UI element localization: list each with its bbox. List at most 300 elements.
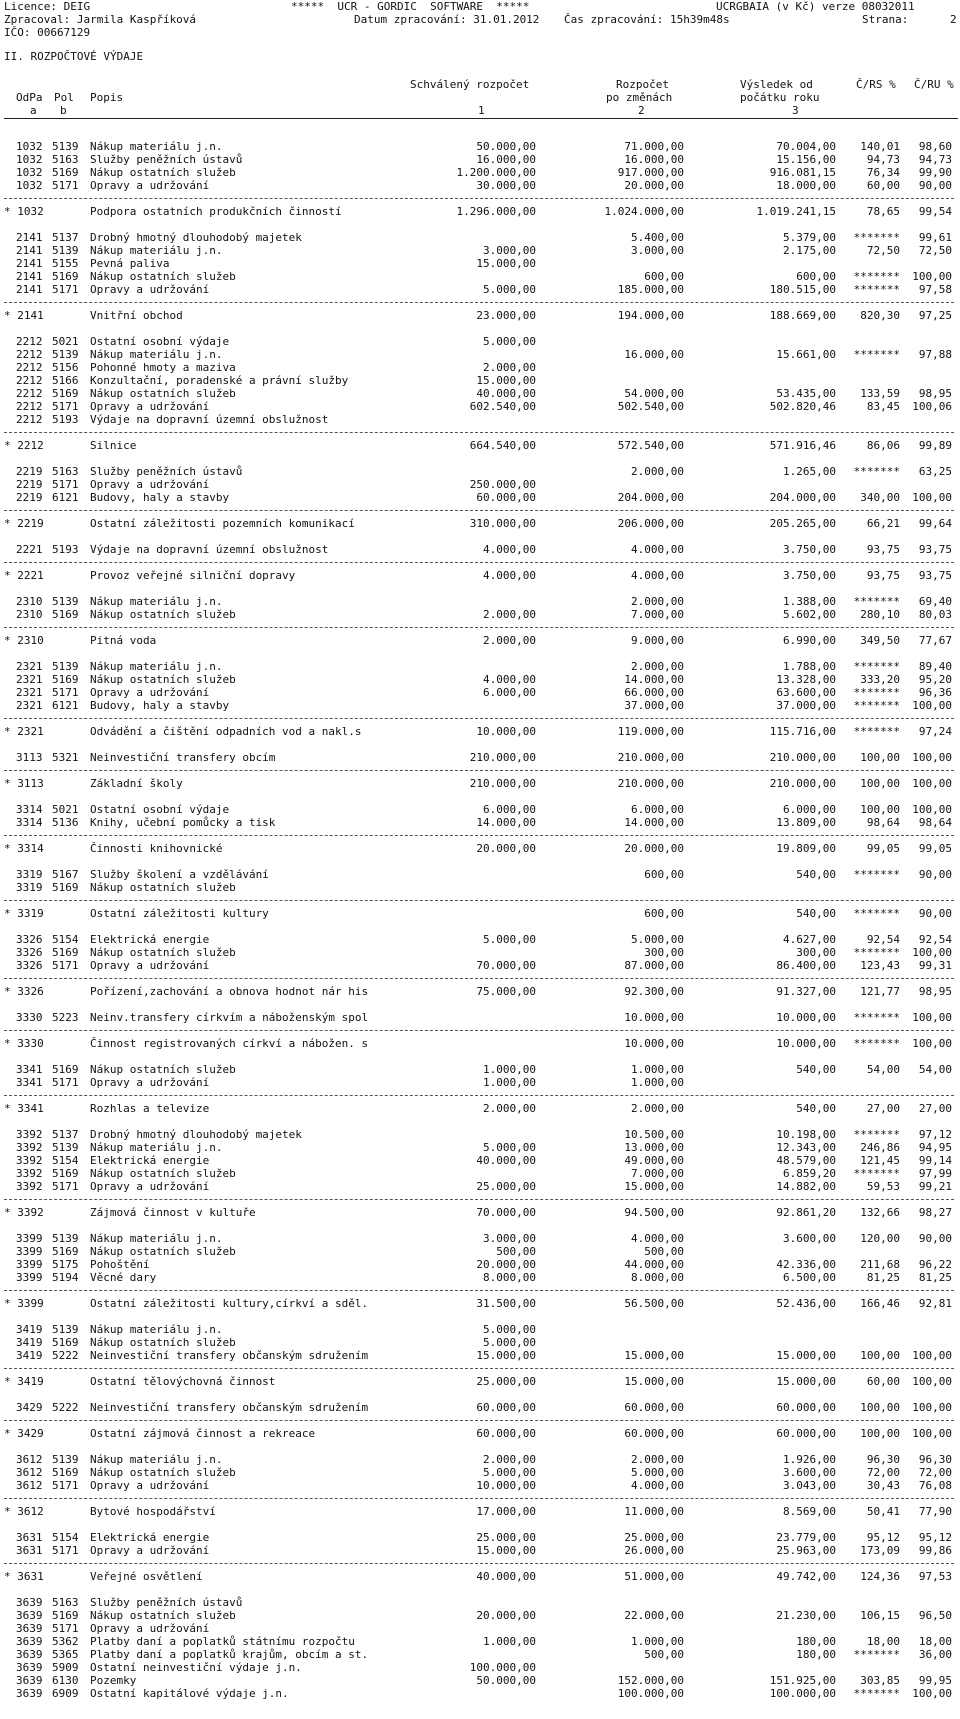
- rozpocet-cell: 13.000,00: [624, 1141, 684, 1154]
- odpa-cell: 3639: [16, 1622, 43, 1635]
- total-rs-cell: 166,46: [860, 1297, 900, 1310]
- popis-cell: Nákup ostatních služeb: [90, 387, 236, 400]
- total-odpa-cell: * 3612: [4, 1505, 44, 1518]
- rs-cell: *******: [853, 465, 900, 478]
- total-popis-cell: Vnitřní obchod: [90, 309, 183, 322]
- col-vysledek: Výsledek od: [740, 78, 813, 91]
- dashed-separator: [0, 829, 960, 842]
- schvaleny-cell: 60.000,00: [476, 1401, 536, 1414]
- schvaleny-cell: 1.000,00: [483, 1635, 536, 1648]
- vysledek-cell: 60.000,00: [776, 1401, 836, 1414]
- schvaleny-cell: 40.000,00: [476, 387, 536, 400]
- table-row: [0, 608, 960, 621]
- pol-cell: 5163: [52, 1596, 79, 1609]
- rs-cell: *******: [853, 686, 900, 699]
- header-line-2: [4, 13, 956, 26]
- odpa-cell: 2141: [16, 270, 43, 283]
- table-row: [0, 1180, 960, 1193]
- rs-cell: 83,45: [866, 400, 900, 413]
- ru-cell: 90,00: [918, 179, 952, 192]
- table-row: [0, 816, 960, 829]
- rs-cell: 72,50: [866, 244, 900, 257]
- pol-cell: 5171: [52, 1479, 79, 1492]
- dashed-separator: [0, 1089, 960, 1102]
- col-rozpocet-2: po změnách: [606, 91, 673, 104]
- vysledek-cell: 1.788,00: [783, 660, 836, 673]
- total-vysledek-cell: 210.000,00: [769, 777, 836, 790]
- dashed-separator: [0, 556, 960, 569]
- ru-cell: 80,03: [918, 608, 952, 621]
- pol-cell: 5139: [52, 1232, 79, 1245]
- pol-cell: 5154: [52, 1154, 79, 1167]
- odpa-cell: 2141: [16, 231, 43, 244]
- popis-cell: Platby daní a poplatků krajům, obcím a st.: [90, 1648, 369, 1661]
- ru-cell: 99,95: [918, 1674, 952, 1687]
- total-rs-cell: 99,05: [866, 842, 900, 855]
- odpa-cell: 3392: [16, 1180, 43, 1193]
- popis-cell: Neinvestiční transfery občanským sdružením: [90, 1349, 369, 1362]
- table-row: [0, 1622, 960, 1635]
- pol-cell: 6121: [52, 491, 79, 504]
- total-rozpocet-cell: 119.000,00: [617, 725, 684, 738]
- schvaleny-cell: 8.000,00: [483, 1271, 536, 1284]
- rozpocet-cell: 1.000,00: [631, 1635, 684, 1648]
- rozpocet-cell: 185.000,00: [617, 283, 684, 296]
- total-rs-cell: 121,77: [860, 985, 900, 998]
- vysledek-cell: 180.515,00: [769, 283, 836, 296]
- total-ru-cell: 100,00: [912, 777, 952, 790]
- table-row: [0, 1258, 960, 1271]
- pol-cell: 5021: [52, 803, 79, 816]
- table-row: [0, 1154, 960, 1167]
- table-row: [0, 959, 960, 972]
- vysledek-cell: 3.600,00: [783, 1466, 836, 1479]
- rozpocet-cell: 2.000,00: [631, 660, 684, 673]
- total-rs-cell: *******: [853, 907, 900, 920]
- rozpocet-cell: 44.000,00: [624, 1258, 684, 1271]
- col-rozpocet: Rozpočet: [616, 78, 669, 91]
- software-name: ***** UCR - GORDIC SOFTWARE *****: [291, 0, 530, 13]
- col-schvaleny: Schválený rozpočet: [410, 78, 530, 91]
- table-row: [0, 1687, 960, 1700]
- total-vysledek-cell: 10.000,00: [776, 1037, 836, 1050]
- schvaleny-cell: 20.000,00: [476, 1609, 536, 1622]
- total-vysledek-cell: 188.669,00: [769, 309, 836, 322]
- processed-by: Zpracoval: Jarmila Kaspříková: [4, 13, 197, 26]
- popis-cell: Neinvestiční transfery občanským sdružením: [90, 1401, 369, 1414]
- vysledek-cell: 502.820,46: [769, 400, 836, 413]
- popis-cell: Pevná paliva: [90, 257, 170, 270]
- ru-cell: 98,95: [918, 387, 952, 400]
- processed-time: Čas zpracování: 15h39m48s: [564, 13, 730, 26]
- total-rozpocet-cell: 10.000,00: [624, 1037, 684, 1050]
- total-rs-cell: 93,75: [866, 569, 900, 582]
- table-row: [0, 868, 960, 881]
- total-schvaleny-cell: 210.000,00: [469, 777, 536, 790]
- popis-cell: Opravy a udržování: [90, 478, 210, 491]
- total-row: [0, 985, 960, 998]
- popis-cell: Pohonné hmoty a maziva: [90, 361, 236, 374]
- row-spacer: [0, 738, 960, 751]
- vysledek-cell: 916.081,15: [769, 166, 836, 179]
- ru-cell: 100,00: [912, 491, 952, 504]
- odpa-cell: 3639: [16, 1596, 43, 1609]
- rs-cell: 246,86: [860, 1141, 900, 1154]
- total-rs-cell: 124,36: [860, 1570, 900, 1583]
- odpa-cell: 2141: [16, 257, 43, 270]
- table-row: [0, 660, 960, 673]
- dashed-separator: [0, 712, 960, 725]
- total-rozpocet-cell: 9.000,00: [631, 634, 684, 647]
- odpa-cell: 3631: [16, 1531, 43, 1544]
- pol-cell: 5171: [52, 283, 79, 296]
- odpa-cell: 3326: [16, 946, 43, 959]
- popis-cell: Elektrická energie: [90, 1154, 210, 1167]
- total-rozpocet-cell: 2.000,00: [631, 1102, 684, 1115]
- odpa-cell: 2219: [16, 491, 43, 504]
- popis-cell: Opravy a udržování: [90, 959, 210, 972]
- rozpocet-cell: 71.000,00: [624, 140, 684, 153]
- odpa-cell: 3326: [16, 933, 43, 946]
- vysledek-cell: 180,00: [796, 1635, 836, 1648]
- popis-cell: Platby daní a poplatků státnímu rozpočtu: [90, 1635, 355, 1648]
- total-ru-cell: 98,27: [918, 1206, 952, 1219]
- rs-cell: *******: [853, 231, 900, 244]
- total-row: [0, 205, 960, 218]
- total-rozpocet-cell: 194.000,00: [617, 309, 684, 322]
- row-spacer: [0, 1440, 960, 1453]
- rs-cell: 60,00: [866, 179, 900, 192]
- schvaleny-cell: 6.000,00: [483, 803, 536, 816]
- total-schvaleny-cell: 31.500,00: [476, 1297, 536, 1310]
- schvaleny-cell: 60.000,00: [476, 491, 536, 504]
- popis-cell: Nákup ostatních služeb: [90, 166, 236, 179]
- pol-cell: 5139: [52, 140, 79, 153]
- total-popis-cell: Činnost registrovaných církví a nábožen. s: [90, 1037, 369, 1050]
- popis-cell: Nákup materiálu j.n.: [90, 1323, 223, 1336]
- total-vysledek-cell: 540,00: [796, 1102, 836, 1115]
- total-ru-cell: 97,24: [918, 725, 952, 738]
- odpa-cell: 3612: [16, 1453, 43, 1466]
- popis-cell: Budovy, haly a stavby: [90, 699, 230, 712]
- pol-cell: 5136: [52, 816, 79, 829]
- rs-cell: 54,00: [866, 1063, 900, 1076]
- total-odpa-cell: * 1032: [4, 205, 44, 218]
- rs-cell: 211,68: [860, 1258, 900, 1271]
- ru-cell: 96,30: [918, 1453, 952, 1466]
- table-row: [0, 699, 960, 712]
- rs-cell: 81,25: [866, 1271, 900, 1284]
- schvaleny-cell: 1.200.000,00: [456, 166, 536, 179]
- rozpocet-cell: 917.000,00: [617, 166, 684, 179]
- dashed-separator: [0, 1024, 960, 1037]
- total-schvaleny-cell: 75.000,00: [476, 985, 536, 998]
- dashed-separator: [0, 1492, 960, 1505]
- table-row: [0, 1401, 960, 1414]
- rs-cell: *******: [853, 1011, 900, 1024]
- col-odpa: OdPa: [16, 91, 43, 104]
- popis-cell: Nákup ostatních služeb: [90, 1167, 236, 1180]
- pol-cell: 6130: [52, 1674, 79, 1687]
- ru-cell: 99,61: [918, 231, 952, 244]
- table-row: [0, 1479, 960, 1492]
- popis-cell: Nákup materiálu j.n.: [90, 348, 223, 361]
- pol-cell: 5169: [52, 387, 79, 400]
- total-odpa-cell: * 2221: [4, 569, 44, 582]
- schvaleny-cell: 25.000,00: [476, 1531, 536, 1544]
- total-ru-cell: 97,25: [918, 309, 952, 322]
- rozpocet-cell: 54.000,00: [624, 387, 684, 400]
- rs-cell: *******: [853, 1167, 900, 1180]
- popis-cell: Služby peněžních ústavů: [90, 465, 243, 478]
- total-odpa-cell: * 3113: [4, 777, 44, 790]
- rozpocet-cell: 2.000,00: [631, 465, 684, 478]
- rs-cell: 140,01: [860, 140, 900, 153]
- rs-cell: 92,54: [866, 933, 900, 946]
- total-odpa-cell: * 2141: [4, 309, 44, 322]
- total-popis-cell: Ostatní tělovýchovná činnost: [90, 1375, 276, 1388]
- total-rs-cell: 349,50: [860, 634, 900, 647]
- pol-cell: 5171: [52, 400, 79, 413]
- ru-cell: 95,12: [918, 1531, 952, 1544]
- schvaleny-cell: 5.000,00: [483, 1323, 536, 1336]
- total-row: [0, 1505, 960, 1518]
- total-odpa-cell: * 3419: [4, 1375, 44, 1388]
- popis-cell: Výdaje na dopravní územní obslužnost: [90, 543, 329, 556]
- popis-cell: Nákup ostatních služeb: [90, 673, 236, 686]
- popis-cell: Nákup ostatních služeb: [90, 1336, 236, 1349]
- total-ru-cell: 99,64: [918, 517, 952, 530]
- vysledek-cell: 540,00: [796, 868, 836, 881]
- rs-cell: 100,00: [860, 1401, 900, 1414]
- popis-cell: Opravy a udržování: [90, 1180, 210, 1193]
- ru-cell: 100,00: [912, 270, 952, 283]
- rozpocet-cell: 204.000,00: [617, 491, 684, 504]
- odpa-cell: 3639: [16, 1635, 43, 1648]
- row-spacer: [0, 647, 960, 660]
- ru-cell: 99,31: [918, 959, 952, 972]
- dashed-separator: [0, 1414, 960, 1427]
- dashed-separator: [0, 1557, 960, 1570]
- dashed-separator: [0, 1193, 960, 1206]
- row-spacer: [0, 790, 960, 803]
- rozpocet-cell: 20.000,00: [624, 179, 684, 192]
- popis-cell: Neinv.transfery církvím a náboženským spol: [90, 1011, 369, 1024]
- rs-cell: *******: [853, 660, 900, 673]
- odpa-cell: 3639: [16, 1609, 43, 1622]
- table-row: [0, 1453, 960, 1466]
- odpa-cell: 2212: [16, 374, 43, 387]
- vysledek-cell: 48.579,00: [776, 1154, 836, 1167]
- total-odpa-cell: * 3341: [4, 1102, 44, 1115]
- pol-cell: 5222: [52, 1349, 79, 1362]
- odpa-cell: 3639: [16, 1661, 43, 1674]
- total-odpa-cell: * 3330: [4, 1037, 44, 1050]
- popis-cell: Služby peněžních ústavů: [90, 1596, 243, 1609]
- odpa-cell: 2310: [16, 608, 43, 621]
- popis-cell: Opravy a udržování: [90, 179, 210, 192]
- rs-cell: 100,00: [860, 751, 900, 764]
- schvaleny-cell: 5.000,00: [483, 1466, 536, 1479]
- rs-cell: *******: [853, 868, 900, 881]
- schvaleny-cell: 10.000,00: [476, 1479, 536, 1492]
- rozpocet-cell: 49.000,00: [624, 1154, 684, 1167]
- total-odpa-cell: * 3314: [4, 842, 44, 855]
- pol-cell: 5155: [52, 257, 79, 270]
- vysledek-cell: 1.265,00: [783, 465, 836, 478]
- total-vysledek-cell: 8.569,00: [783, 1505, 836, 1518]
- col-vysledek-2: počátku roku: [740, 91, 820, 104]
- total-row: [0, 1570, 960, 1583]
- total-rs-cell: 66,21: [866, 517, 900, 530]
- total-popis-cell: Odvádění a čištění odpadních vod a nakl.s: [90, 725, 362, 738]
- ru-cell: 90,00: [918, 868, 952, 881]
- rs-cell: 94,73: [866, 153, 900, 166]
- dashed-separator: [0, 894, 960, 907]
- odpa-cell: 2141: [16, 244, 43, 257]
- total-popis-cell: Pořízení,zachování a obnova hodnot nár his: [90, 985, 369, 998]
- total-schvaleny-cell: 70.000,00: [476, 1206, 536, 1219]
- processed-date: Datum zpracování: 31.01.2012: [354, 13, 540, 26]
- rs-cell: 18,00: [866, 1635, 900, 1648]
- rozpocet-cell: 500,00: [644, 1648, 684, 1661]
- rozpocet-cell: 210.000,00: [617, 751, 684, 764]
- pol-cell: 5139: [52, 1453, 79, 1466]
- total-popis-cell: Ostatní záležitosti kultury,církví a sděl.: [90, 1297, 369, 1310]
- schvaleny-cell: 2.000,00: [483, 608, 536, 621]
- total-schvaleny-cell: 4.000,00: [483, 569, 536, 582]
- total-row: [0, 907, 960, 920]
- schvaleny-cell: 14.000,00: [476, 816, 536, 829]
- pol-cell: 6909: [52, 1687, 79, 1700]
- schvaleny-cell: 50.000,00: [476, 1674, 536, 1687]
- dashed-separator: [0, 972, 960, 985]
- pol-cell: 5021: [52, 335, 79, 348]
- table-row: [0, 751, 960, 764]
- page-label: Strana:: [862, 13, 909, 26]
- schvaleny-cell: 15.000,00: [476, 374, 536, 387]
- ru-cell: 100,00: [912, 699, 952, 712]
- table-row: [0, 387, 960, 400]
- dashed-separator: [0, 192, 960, 205]
- ru-cell: 100,00: [912, 946, 952, 959]
- total-schvaleny-cell: 2.000,00: [483, 634, 536, 647]
- odpa-cell: 2219: [16, 478, 43, 491]
- popis-cell: Opravy a udržování: [90, 283, 210, 296]
- popis-cell: Budovy, haly a stavby: [90, 491, 230, 504]
- vysledek-cell: 6.500,00: [783, 1271, 836, 1284]
- total-schvaleny-cell: 40.000,00: [476, 1570, 536, 1583]
- dashed-separator: [0, 621, 960, 634]
- vysledek-cell: 151.925,00: [769, 1674, 836, 1687]
- popis-cell: Elektrická energie: [90, 933, 210, 946]
- rozpocet-cell: 4.000,00: [631, 1232, 684, 1245]
- schvaleny-cell: 5.000,00: [483, 933, 536, 946]
- pol-cell: 5156: [52, 361, 79, 374]
- rozpocet-cell: 66.000,00: [624, 686, 684, 699]
- pol-cell: 5139: [52, 1141, 79, 1154]
- popis-cell: Služby peněžních ústavů: [90, 153, 243, 166]
- table-row: [0, 1128, 960, 1141]
- schvaleny-cell: 16.000,00: [476, 153, 536, 166]
- row-spacer: [0, 1050, 960, 1063]
- ico: IČO: 00667129: [4, 26, 91, 39]
- table-row: [0, 1661, 960, 1674]
- row-spacer: [0, 452, 960, 465]
- rs-cell: 30,43: [866, 1479, 900, 1492]
- total-ru-cell: 93,75: [918, 569, 952, 582]
- pol-cell: 5154: [52, 933, 79, 946]
- vysledek-cell: 14.882,00: [776, 1180, 836, 1193]
- popis-cell: Výdaje na dopravní územní obslužnost: [90, 413, 329, 426]
- ru-cell: 99,90: [918, 166, 952, 179]
- total-row: [0, 634, 960, 647]
- schvaleny-cell: 40.000,00: [476, 1154, 536, 1167]
- ru-cell: 100,06: [912, 400, 952, 413]
- dashed-separator: [0, 1362, 960, 1375]
- rozpocet-cell: 10.000,00: [624, 1011, 684, 1024]
- odpa-cell: 3399: [16, 1258, 43, 1271]
- schvaleny-cell: 500,00: [496, 1245, 536, 1258]
- vysledek-cell: 1.926,00: [783, 1453, 836, 1466]
- total-schvaleny-cell: 10.000,00: [476, 725, 536, 738]
- pol-cell: 5167: [52, 868, 79, 881]
- rozpocet-cell: 2.000,00: [631, 595, 684, 608]
- schvaleny-cell: 5.000,00: [483, 335, 536, 348]
- vysledek-cell: 15.156,00: [776, 153, 836, 166]
- rozpocet-cell: 5.000,00: [631, 933, 684, 946]
- total-vysledek-cell: 3.750,00: [783, 569, 836, 582]
- total-ru-cell: 27,00: [918, 1102, 952, 1115]
- vysledek-cell: 100.000,00: [769, 1687, 836, 1700]
- pol-cell: 5169: [52, 673, 79, 686]
- table-row: [0, 491, 960, 504]
- odpa-cell: 2212: [16, 348, 43, 361]
- popis-cell: Nákup materiálu j.n.: [90, 595, 223, 608]
- dashed-separator: [0, 504, 960, 517]
- popis-cell: Ostatní osobní výdaje: [90, 335, 230, 348]
- odpa-cell: 2321: [16, 660, 43, 673]
- total-ru-cell: 100,00: [912, 1375, 952, 1388]
- table-row: [0, 361, 960, 374]
- schvaleny-cell: 1.000,00: [483, 1076, 536, 1089]
- popis-cell: Ostatní kapitálové výdaje j.n.: [90, 1687, 289, 1700]
- total-ru-cell: 97,53: [918, 1570, 952, 1583]
- total-row: [0, 569, 960, 582]
- pol-cell: 5163: [52, 153, 79, 166]
- rozpocet-cell: 500,00: [644, 1245, 684, 1258]
- odpa-cell: 3113: [16, 751, 43, 764]
- odpa-cell: 3399: [16, 1232, 43, 1245]
- pol-cell: 5137: [52, 1128, 79, 1141]
- rs-cell: 96,30: [866, 1453, 900, 1466]
- total-ru-cell: 99,05: [918, 842, 952, 855]
- odpa-cell: 3330: [16, 1011, 43, 1024]
- ru-cell: 94,95: [918, 1141, 952, 1154]
- total-schvaleny-cell: 17.000,00: [476, 1505, 536, 1518]
- total-vysledek-cell: 205.265,00: [769, 517, 836, 530]
- pol-cell: 5169: [52, 270, 79, 283]
- vysledek-cell: 10.198,00: [776, 1128, 836, 1141]
- total-popis-cell: Ostatní zájmová činnost a rekreace: [90, 1427, 316, 1440]
- pol-cell: 5169: [52, 881, 79, 894]
- pol-cell: 5171: [52, 1076, 79, 1089]
- odpa-cell: 3612: [16, 1466, 43, 1479]
- odpa-cell: 3429: [16, 1401, 43, 1414]
- vysledek-cell: 86.400,00: [776, 959, 836, 972]
- table-row: [0, 1063, 960, 1076]
- pol-cell: 5223: [52, 1011, 79, 1024]
